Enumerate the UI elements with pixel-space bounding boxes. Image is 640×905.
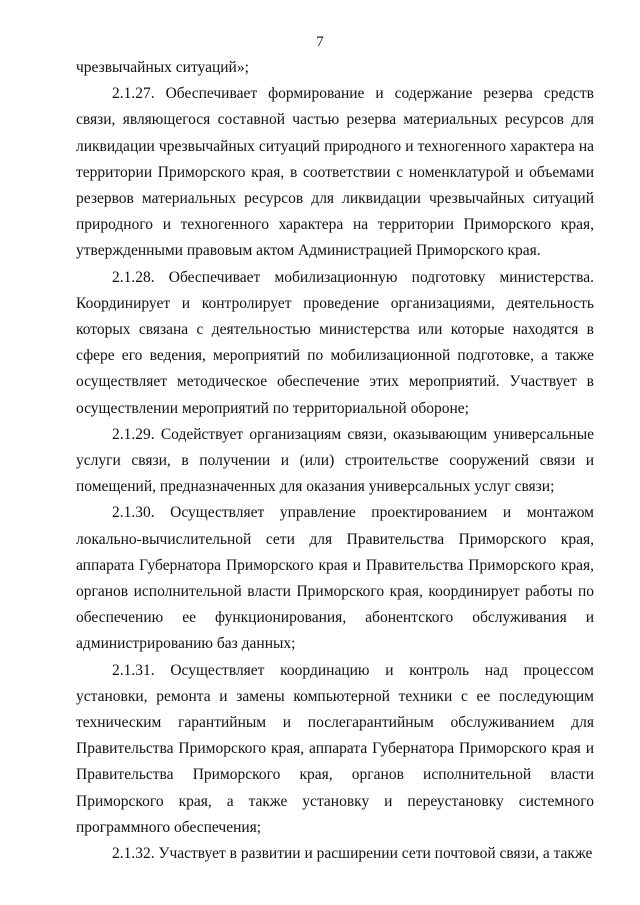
paragraph-continuation: чрезвычайных ситуаций»;: [76, 59, 249, 76]
paragraph-2-1-29: 2.1.29. Содействует организациям связи, оказывающим универсальные услуги связи, в получении и (или) строительстве сооружений связи и помещений, предназначенных для оказания универсальных услуг связи;: [76, 425, 594, 496]
paragraph-2-1-30: 2.1.30. Осуществляет управление проектированием и монтажом локально-вычислительной сети для Правительства Приморского края, аппарата Губернатора Приморского края и Правительства Приморского края, органов исполнительной власти Приморского края, координирует работы по обеспечению ее функционирования, абонентского обслуживания и администрированию баз данных;: [76, 504, 594, 653]
page-number: 7: [316, 34, 324, 50]
paragraph-2-1-32: 2.1.32. Участвует в развитии и расширении сети почтовой связи, а также: [112, 845, 593, 863]
document-body: [76, 55, 594, 867]
paragraph-2-1-31: 2.1.31. Осуществляет координацию и контроль над процессом установки, ремонта и замены компьютерной техники с ее последующим техническим гарантийным и послегарантийным обслуживанием для Правительства Приморского края, аппарата Губернатора Приморского края и Правительства Приморского края, органов исполнительной власти Приморского края, а также установку и переустановку системного программного обеспечения;: [76, 661, 594, 836]
paragraph-2-1-27: 2.1.27. Обеспечивает формирование и содержание резерва средств связи, являющегося составной частью резерва материальных ресурсов для ликвидации чрезвычайных ситуаций природного и техногенного характера на территории Приморского края, в соответствии с номенклатурой и объемами резервов материальных ресурсов для ликвидации чрезвычайных ситуаций природного и техногенного характера на территории Приморского края, утвержденными правовым актом Администрацией Приморского края.: [76, 85, 594, 260]
paragraph-2-1-28: 2.1.28. Обеспечивает мобилизационную подготовку министерства. Координирует и контролирует проведение организациями, деятельность которых связана с деятельностью министерства или которые находятся в сфере его ведения, мероприятий по мобилизационной подготовке, а также осуществляет методическое обеспечение этих мероприятий. Участвует в осуществлении мероприятий по территориальной обороне;: [76, 268, 594, 417]
